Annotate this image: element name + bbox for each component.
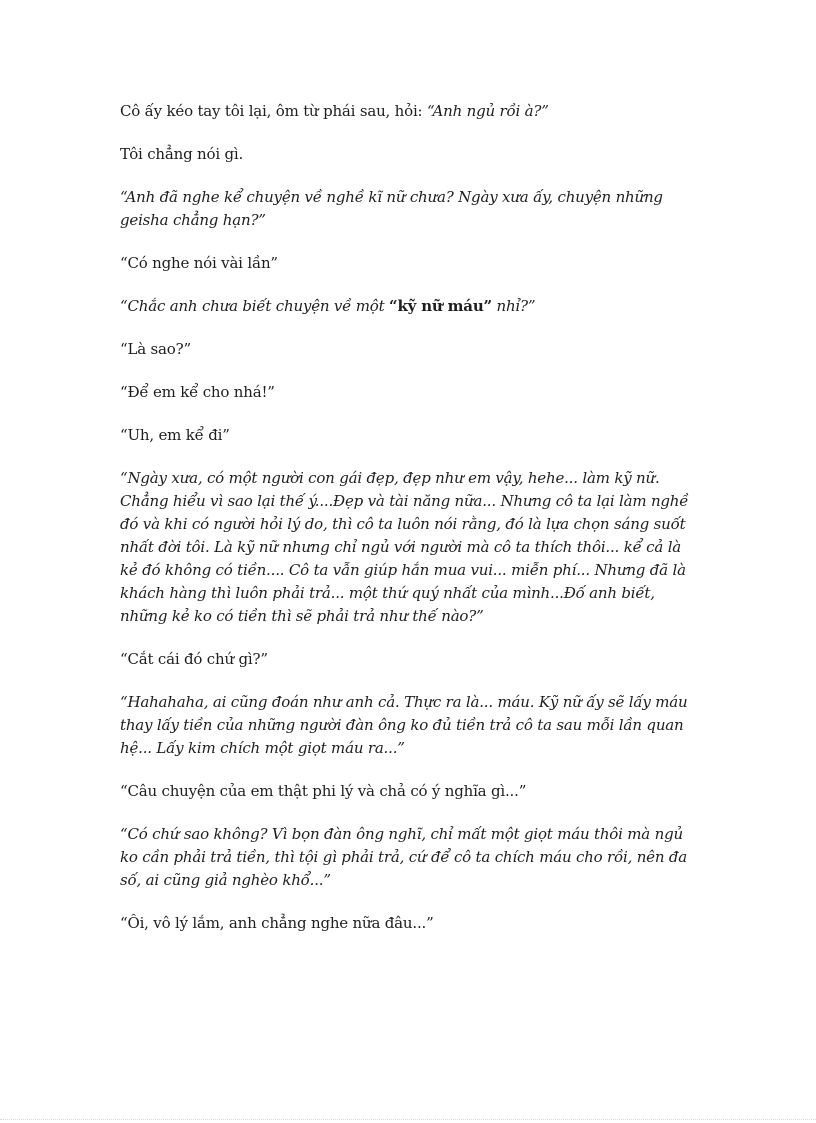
dialogue-text: “Câu chuyện của em thật phi lý và chả có ý nghĩa gì...” — [120, 782, 527, 800]
dialogue-text: “Có chứ sao không? Vì bọn đàn ông nghĩ, chỉ mất một giọt máu thôi mà ngủ ko cần phải trả tiền, thì tội gì phải trả, cứ để cô ta chích máu cho rồi, nên đa số, ai cũng giả nghèo khổ...” — [120, 825, 688, 889]
paragraph — [120, 823, 695, 892]
paragraph — [120, 252, 695, 275]
paragraph — [120, 186, 695, 232]
dialogue-text: “Ngày xưa, có một người con gái đẹp, đẹp như em vậy, hehe... làm kỹ nữ. Chẳng hiểu vì sao lại thế ý....Đẹp và tài năng nữa... Nhưng cô ta lại làm nghề đó và khi có người hỏi lý do, thì cô ta luôn nói rằng, đó là lựa chọn sáng suốt nhất đời tôi. Là kỹ nữ nhưng chỉ ngủ với người mà cô ta thích thôi... kể cả là kẻ đó không có tiền.... Cô ta vẫn giúp hắn mua vui... miễn phí... Nhưng đã là khách hàng thì luôn phải trả... một thứ quý nhất của mình...Đố anh biết, những kẻ ko có tiền thì sẽ phải trả như thế nào?” — [120, 469, 689, 625]
paragraph — [120, 467, 695, 628]
paragraph — [120, 424, 695, 447]
paragraph — [120, 648, 695, 671]
narration-text: Tôi chẳng nói gì. — [120, 145, 244, 163]
dialogue-text: nhỉ?” — [491, 297, 536, 315]
emphasis-text: “kỹ nữ máu” — [389, 297, 492, 315]
paragraph — [120, 780, 695, 803]
dialogue-text: “Có nghe nói vài lần” — [120, 254, 278, 272]
dialogue-text: “Anh đã nghe kể chuyện về nghề kĩ nữ chưa? Ngày xưa ấy, chuyện những geisha chẳng hạn?” — [120, 188, 663, 229]
page-bottom-divider — [0, 1119, 816, 1120]
paragraph — [120, 295, 695, 318]
dialogue-text: “Chắc anh chưa biết chuyện về một — [120, 297, 390, 315]
paragraph — [120, 691, 695, 760]
narration-text: Cô ấy kéo tay tôi lại, ôm từ phái sau, hỏi: — [120, 102, 427, 120]
paragraph — [120, 100, 695, 123]
paragraph — [120, 912, 695, 935]
dialogue-text: “Ôi, vô lý lắm, anh chẳng nghe nữa đâu...” — [120, 914, 434, 932]
paragraph — [120, 381, 695, 404]
dialogue-text: “Là sao?” — [120, 340, 191, 358]
dialogue-text: “Hahahaha, ai cũng đoán như anh cả. Thực ra là... máu. Kỹ nữ ấy sẽ lấy máu thay lấy tiền của những người đàn ông ko đủ tiền trả cô ta sau mỗi lần quan hệ... Lấy kim chích một giọt máu ra...” — [120, 693, 688, 757]
dialogue-text: “Anh ngủ rồi à?” — [426, 102, 549, 120]
document-page — [120, 100, 695, 955]
paragraph — [120, 338, 695, 361]
dialogue-text: “Cắt cái đó chứ gì?” — [120, 650, 268, 668]
paragraph — [120, 143, 695, 166]
dialogue-text: “Uh, em kể đi” — [120, 426, 230, 444]
dialogue-text: “Để em kể cho nhá!” — [120, 383, 275, 401]
